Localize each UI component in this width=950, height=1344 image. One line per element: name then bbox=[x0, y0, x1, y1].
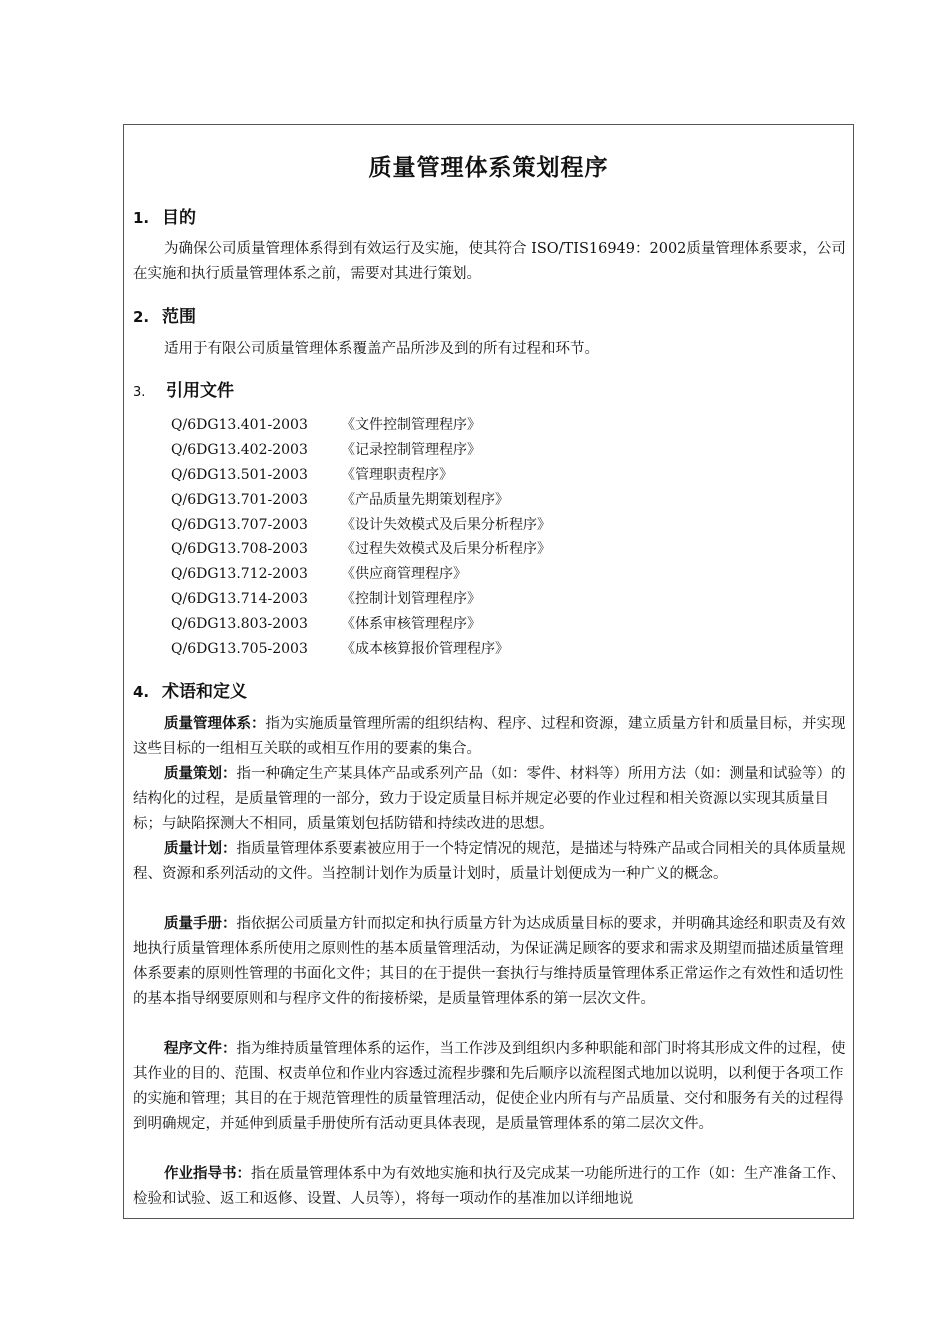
reference-item bbox=[171, 612, 551, 637]
reference-code: Q/6DG13.712-2003 bbox=[171, 566, 308, 583]
reference-name: 《过程失效模式及后果分析程序》 bbox=[341, 541, 551, 558]
reference-name: 《文件控制管理程序》 bbox=[341, 417, 481, 433]
definition-term: 质量策划： bbox=[164, 766, 237, 782]
definition-term: 质量手册： bbox=[164, 916, 237, 932]
section-number: 1. bbox=[133, 209, 150, 227]
section-heading-scope bbox=[133, 302, 196, 327]
section-title: 引用文件 bbox=[166, 381, 234, 401]
section-number: 3. bbox=[133, 385, 146, 400]
definition-quality-plan bbox=[133, 837, 847, 887]
definition-term: 质量管理体系： bbox=[164, 716, 266, 732]
document-title: 质量管理体系策划程序 bbox=[368, 155, 609, 181]
definition-text: 指为维持质量管理体系的运作，当工作涉及到组织内多种职能和部门时将其形成文件的过程，使其作业的目的、范围、权责单位和作业内容透过流程步骤和先后顺序以流程图式地加以说明，以利便于各项工作的实施和管理；其目的在于规范管理性的质量管理活动，促使企业内所有与产品质量、交付和服务有关的过程得到明确规定，并延伸到质量手册使所有活动更具体表现，是质量管理体系的第二层次文件。 bbox=[133, 1041, 846, 1132]
definition-text: 指一种确定生产某具体产品或系列产品（如：零件、材料等）所用方法（如：测量和试验等）的结构化的过程，是质量管理的一部分，致力于设定质量目标并规定必要的作业过程和相关资源以实现其质量目标；与缺陷探测大不相同，质量策划包括防错和持续改进的思想。 bbox=[133, 766, 846, 832]
reference-code: Q/6DG13.401-2003 bbox=[171, 417, 308, 433]
reference-name: 《供应商管理程序》 bbox=[341, 566, 467, 583]
definition-term: 程序文件： bbox=[164, 1041, 237, 1057]
section-heading-terms bbox=[133, 677, 247, 702]
reference-list bbox=[171, 413, 551, 662]
scope-paragraph: 适用于有限公司质量管理体系覆盖产品所涉及到的所有过程和环节。 bbox=[164, 341, 599, 357]
definition-quality-manual bbox=[133, 912, 847, 1012]
section-heading-references bbox=[133, 376, 234, 401]
reference-item bbox=[171, 637, 551, 662]
definition-procedure-document bbox=[133, 1037, 847, 1137]
definition-text: 指在质量管理体系中为有效地实施和执行及完成某一功能所进行的工作（如：生产准备工作、检验和试验、返工和返修、设置、人员等），将每一项动作的基准加以详细地说 bbox=[133, 1166, 846, 1207]
reference-item bbox=[171, 438, 551, 463]
reference-item bbox=[171, 562, 551, 587]
definition-quality-planning bbox=[133, 762, 847, 837]
document-frame bbox=[123, 124, 854, 1219]
reference-code: Q/6DG13.402-2003 bbox=[171, 441, 308, 458]
section-number: 4. bbox=[133, 683, 150, 701]
reference-name: 《控制计划管理程序》 bbox=[341, 591, 481, 608]
reference-item bbox=[171, 537, 551, 562]
reference-item bbox=[171, 488, 551, 513]
section-title: 术语和定义 bbox=[162, 682, 247, 702]
section-heading-purpose bbox=[133, 203, 196, 228]
definition-text: 指依据公司质量方针而拟定和执行质量方针为达成质量目标的要求，并明确其途经和职责及有效地执行质量管理体系所使用之原则性的基本质量管理活动，为保证满足顾客的要求和需求及期望而描述质量管理体系要素的原则性管理的书面化文件；其目的在于提供一套执行与维持质量管理体系正常运作之有效性和适切性的基本指导纲要原则和与程序文件的衔接桥梁，是质量管理体系的第一层次文件。 bbox=[133, 916, 846, 1007]
reference-name: 《记录控制管理程序》 bbox=[341, 441, 481, 458]
reference-code: Q/6DG13.714-2003 bbox=[171, 591, 308, 608]
definition-text: 指质量管理体系要素被应用于一个特定情况的规范，是描述与特殊产品或合同相关的具体质量规程、资源和系列活动的文件。当控制计划作为质量计划时，质量计划便成为一种广义的概念。 bbox=[133, 841, 846, 882]
reference-item bbox=[171, 413, 551, 438]
reference-name: 《产品质量先期策划程序》 bbox=[341, 491, 509, 508]
reference-item bbox=[171, 513, 551, 538]
reference-code: Q/6DG13.701-2003 bbox=[171, 491, 308, 508]
section-number: 2. bbox=[133, 308, 150, 326]
reference-item bbox=[171, 463, 551, 488]
reference-item bbox=[171, 587, 551, 612]
definition-work-instruction bbox=[133, 1162, 847, 1212]
reference-code: Q/6DG13.501-2003 bbox=[171, 466, 308, 483]
reference-name: 《管理职责程序》 bbox=[341, 466, 453, 483]
reference-name: 《体系审核管理程序》 bbox=[341, 616, 481, 633]
reference-code: Q/6DG13.707-2003 bbox=[171, 516, 308, 533]
definition-quality-management-system bbox=[133, 712, 847, 762]
reference-code: Q/6DG13.803-2003 bbox=[171, 616, 308, 633]
reference-name: 《设计失效模式及后果分析程序》 bbox=[341, 516, 551, 533]
section-title: 范围 bbox=[162, 307, 196, 327]
definition-term: 作业指导书： bbox=[164, 1166, 251, 1182]
reference-code: Q/6DG13.708-2003 bbox=[171, 541, 308, 558]
definition-term: 质量计划： bbox=[164, 841, 237, 857]
definition-text: 指为实施质量管理所需的组织结构、程序、过程和资源，建立质量方针和质量目标，并实现这些目标的一组相互关联的或相互作用的要素的集合。 bbox=[133, 716, 846, 757]
reference-name: 《成本核算报价管理程序》 bbox=[341, 641, 509, 658]
purpose-paragraph: 为确保公司质量管理体系得到有效运行及实施，使其符合 ISO/TIS16949：2002质量管理体系要求，公司在实施和执行质量管理体系之前，需要对其进行策划。 bbox=[133, 241, 846, 282]
reference-code: Q/6DG13.705-2003 bbox=[171, 641, 308, 658]
section-title: 目的 bbox=[162, 208, 196, 228]
